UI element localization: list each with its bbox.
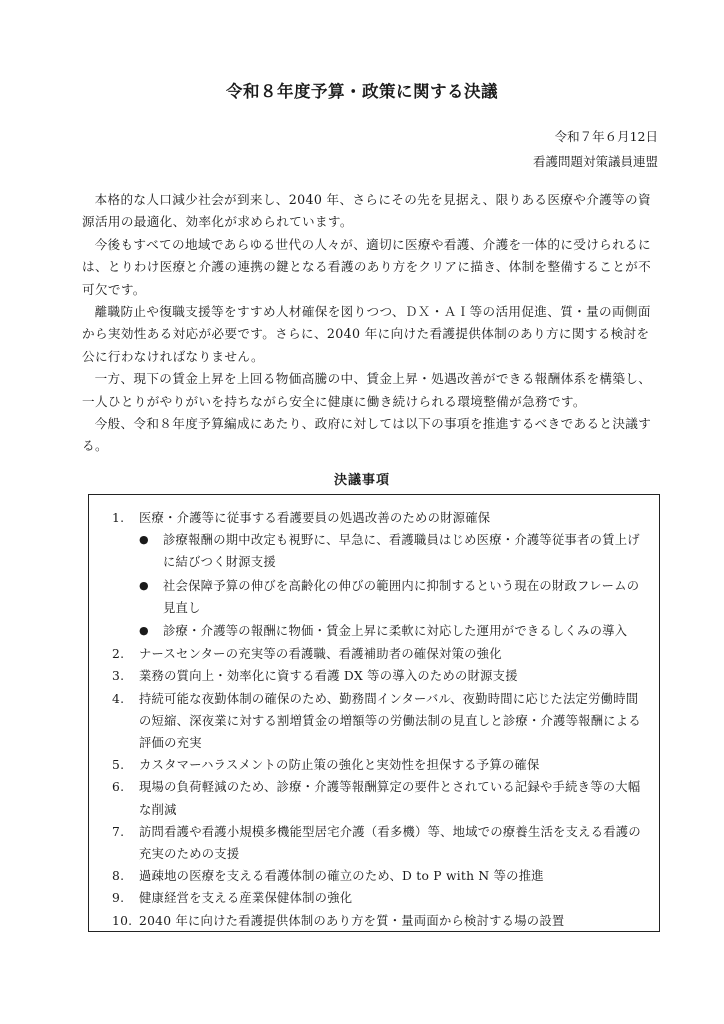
sub-list <box>139 529 642 642</box>
item-text: 現場の負荷軽減のため、診療・介護等報酬算定の要件とされている記録や手続き等の大幅な削減 <box>139 780 641 817</box>
item-text: 健康経営を支える産業保健体制の強化 <box>139 891 353 906</box>
item-number: 9. <box>112 891 125 906</box>
sub-item-text: 診療・介護等の報酬に物価・賃金上昇に柔軟に対応した運用ができるしくみの導入 <box>163 624 628 639</box>
section-title: 決議事項 <box>333 473 390 488</box>
list-item <box>112 688 642 755</box>
paragraph: 離職防止や復職支援等をすすめ人材確保を図りつつ、ＤＸ・ＡＩ等の活用促進、質・量の両側面から実効性ある対応が必要です。さらに、2040 年に向けた看護提供体制のあり方に関する検討を公に行わなければなりません。 <box>82 304 651 364</box>
document-meta <box>533 124 658 174</box>
paragraph: 今般、令和８年度予算編成にあたり、政府に対しては以下の事項を推進するべきであると決議する。 <box>82 416 652 454</box>
bullet-icon: ● <box>139 578 149 592</box>
list-item <box>112 821 642 865</box>
list-item <box>112 643 642 665</box>
sub-item <box>139 575 642 619</box>
item-number: 4. <box>112 691 125 706</box>
item-text: 訪問看護や看護小規模多機能型居宅介護（看多機）等、地域での療養生活を支える看護の充実のための支援 <box>139 824 641 862</box>
item-text: ナースセンターの充実等の看護職、看護補助者の確保対策の強化 <box>139 647 502 662</box>
item-text: 持続可能な夜勤体制の確保のため、勤務間インターバル、夜勤時間に応じた法定労働時間の短縮、深夜業に対する割増賃金の増額等の労働法制の見直しと診療・介護等報酬による評価の充実 <box>139 691 641 751</box>
list-item <box>112 865 642 887</box>
item-number: 2. <box>112 647 125 662</box>
item-text: カスタマーハラスメントの防止策の強化と実効性を担保する予算の確保 <box>139 758 540 773</box>
item-number: 8. <box>112 869 125 884</box>
bullet-icon: ● <box>139 533 149 547</box>
bullet-icon: ● <box>139 624 149 638</box>
list-item <box>112 776 642 820</box>
item-number: 10. <box>112 913 133 928</box>
sub-item <box>139 529 642 573</box>
list-item <box>112 887 642 909</box>
organization-name: 看護問題対策議員連盟 <box>532 154 658 169</box>
resolution-list <box>112 507 642 932</box>
item-text: 2040 年に向けた看護提供体制のあり方を質・量両面から検討する場の設置 <box>139 913 565 928</box>
paragraph: 今後もすべての地域であらゆる世代の人々が、適切に医療や看護、介護を一体的に受けられるには、とりわけ医療と介護の連携の鍵となる看護のあり方をクリアに描き、体制を整備することが不可欠です。 <box>82 236 652 297</box>
item-number: 6. <box>112 780 125 795</box>
item-text: 医療・介護等に従事する看護要員の処遇改善のための財源確保 <box>139 511 491 525</box>
preamble <box>82 189 658 458</box>
item-number: 7. <box>112 824 125 839</box>
sub-item-text: 診療報酬の期中改定も視野に、早急に、看護職員はじめ医療・介護等従事者の賃上げに結びつく財源支援 <box>163 533 640 570</box>
list-item <box>112 665 642 687</box>
item-number: 1. <box>112 511 125 525</box>
item-number: 3. <box>112 669 125 684</box>
sub-item <box>139 620 642 642</box>
sub-item-text: 社会保障予算の伸びを高齢化の伸びの範囲内に抑制するという現在の財政フレームの見直し <box>163 578 640 615</box>
paragraph: 一方、現下の賃金上昇を上回る物価高騰の中、賃金上昇・処遇改善ができる報酬体系を構築し、一人ひとりがやりがいを持ちながら安全に健康に働き続けられる環境整備が急務です。 <box>82 371 652 409</box>
item-text: 業務の質向上・効率化に資する看護 DX 等の導入のための財源支援 <box>139 669 518 684</box>
item-number: 5. <box>112 758 125 773</box>
list-item <box>112 910 642 932</box>
document-title: 令和８年度予算・政策に関する決議 <box>226 82 498 101</box>
item-text: 過疎地の医療を支える看護体制の確立のため、D to P with N 等の推進 <box>139 869 544 884</box>
paragraph: 本格的な人口減少社会が到来し、2040 年、さらにその先を見据え、限りある医療や介護等の資源活用の最適化、効率化が求められています。 <box>82 192 651 230</box>
document-date: 令和７年６月12日 <box>554 129 658 144</box>
list-item <box>112 754 642 776</box>
list-item <box>112 507 642 529</box>
